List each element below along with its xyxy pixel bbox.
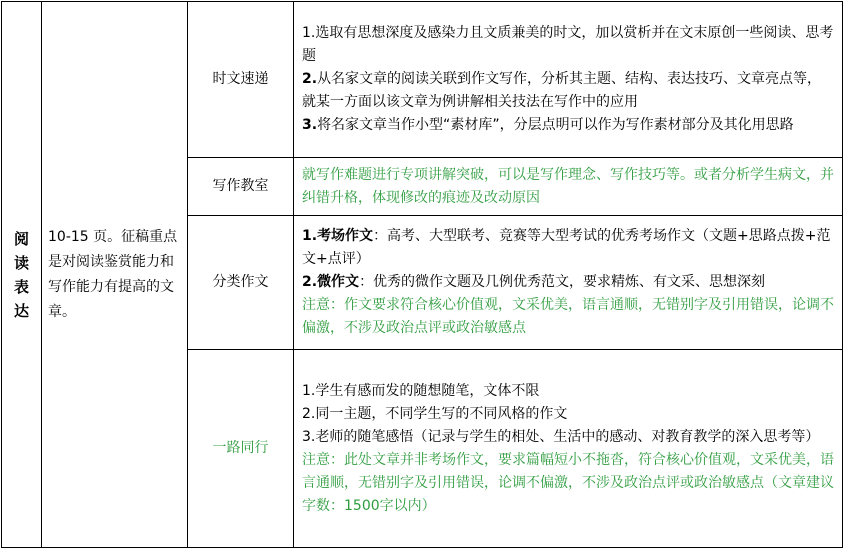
content-line-text: 从名家文章的阅读关联到作文写作，分析其主题、结构、表达技巧、文章亮点等，就某一方面以该文章为例讲解相关技法在写作中的应用 [302, 71, 822, 110]
category-content [294, 216, 843, 350]
content-line-bold: 微作文 [317, 274, 360, 290]
section-label-char: 达 [13, 301, 29, 320]
content-line: 注意：此处文章并非考场作文，要求篇幅短小不拖沓，符合核心价值观，文采优美，语言通顺，无错别字及引用错误，论调不偏激，不涉及政治点评或政治敏感点（文章建议字数：1500字以内） [302, 451, 834, 514]
content-line-prefix: 2. [302, 274, 318, 290]
content-line-text: ：优秀的微作文题及几例优秀范文，要求精炼、有文采、思想深刻 [359, 274, 766, 290]
content-line [302, 114, 834, 137]
content-line-bold: 考场作文 [317, 228, 374, 244]
section-label-char: 表 [13, 277, 29, 296]
section-label [2, 2, 42, 548]
content-line: 2.同一主题，不同学生写的不同风格的作文 [302, 405, 568, 422]
content-line: 1.学生有感而发的随想随笔，文体不限 [302, 382, 540, 399]
content-line-text: 将名家文章当作小型“素材库”，分层点明可以作为写作素材部分及其化用思路 [317, 117, 794, 133]
category-content [294, 158, 843, 216]
category-label: 分类作文 [188, 216, 294, 350]
category-content [294, 2, 843, 158]
content-line: 1.选取有思想深度及感染力且文质兼美的时文，加以赏析并在文末原创一些阅读、思考题 [302, 25, 834, 64]
content-line: 3.老师的随笔感悟（记录与学生的相处、生活中的感动、对教育教学的深入思考等） [302, 428, 820, 445]
content-line-prefix: 3. [302, 117, 318, 133]
category-label: 写作教室 [188, 158, 294, 216]
table-row [2, 2, 843, 158]
content-line-prefix: 2. [302, 71, 318, 87]
content-line: 注意：作文要求符合核心价值观，文采优美，语言通顺，无错别字及引用错误，论调不偏激，不涉及政治点评或政治敏感点 [302, 297, 834, 336]
category-label: 时文速递 [188, 2, 294, 158]
category-content [294, 350, 843, 548]
content-line-prefix: 1. [302, 228, 318, 244]
section-label-char: 阅 [13, 229, 29, 248]
section-label-char: 读 [13, 253, 29, 272]
content-line-text: ：高考、大型联考、竞赛等大型考试的优秀考场作文（文题+思路点拨+范文+点评） [302, 228, 831, 267]
category-label: 一路同行 [188, 350, 294, 548]
content-line: 就写作难题进行专项讲解突破，可以是写作理念、写作技巧等。或者分析学生病文，并纠错升格，体现修改的痕迹及改动原因 [302, 166, 834, 206]
content-line [302, 68, 834, 114]
content-line [302, 225, 834, 271]
section-description: 10-15 页。征稿重点是对阅读鉴赏能力和写作能力有提高的文章。 [42, 2, 188, 548]
content-line [302, 271, 834, 294]
submission-guidelines-table [1, 1, 843, 548]
